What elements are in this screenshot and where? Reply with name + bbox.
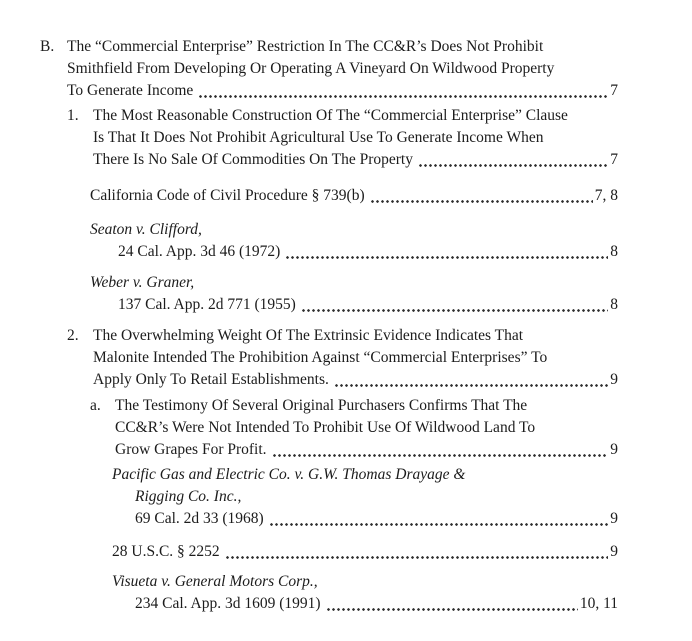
page-number: 7	[610, 82, 618, 99]
page-number: 8	[610, 296, 618, 313]
toc-case-seaton	[90, 219, 618, 263]
entry-line-with-page	[93, 369, 618, 391]
page-number: 10, 11	[579, 595, 618, 612]
entry-label: B.	[40, 38, 55, 55]
toc-case-pacific-gas	[112, 464, 618, 530]
case-citation-line	[112, 508, 618, 530]
page-number: 9	[610, 371, 618, 388]
toc-statute-ccp-739b	[90, 185, 618, 207]
case-citation-line	[112, 593, 618, 615]
dot-leader	[285, 256, 608, 259]
entry-line: The Testimony Of Several Original Purchasers Confirms That The	[115, 397, 528, 414]
dot-leader	[198, 95, 608, 98]
case-citation-line	[90, 241, 618, 263]
entry-line: The “Commercial Enterprise” Restriction In The CC&R’s Does Not Prohibit	[67, 38, 544, 55]
entry-line-text: Apply Only To Retail Establishments.	[93, 371, 329, 388]
entry-line-text: There Is No Sale Of Commodities On The Property	[93, 151, 413, 168]
dot-leader	[370, 200, 593, 203]
case-citation: 24 Cal. App. 3d 46 (1972)	[118, 243, 281, 260]
entry-line: The Most Reasonable Construction Of The “Commercial Enterprise” Clause	[93, 107, 568, 124]
case-citation: 234 Cal. App. 3d 1609 (1991)	[135, 595, 321, 612]
toc-case-visueta	[112, 571, 618, 615]
case-name: Visueta v. General Motors Corp.,	[112, 573, 318, 590]
entry-line: Is That It Does Not Prohibit Agricultural Use To Generate Income When	[93, 129, 544, 146]
entry-line: CC&R’s Were Not Intended To Prohibit Use Of Wildwood Land To	[115, 419, 536, 436]
page-number: 9	[610, 543, 618, 560]
dot-leader	[334, 384, 608, 387]
entry-line-text: Grow Grapes For Profit.	[115, 441, 267, 458]
page-number: 9	[610, 441, 618, 458]
entry-line: The Overwhelming Weight Of The Extrinsic Evidence Indicates That	[93, 327, 524, 344]
toc-page	[40, 36, 618, 615]
entry-line-with-page	[115, 439, 618, 461]
dot-leader	[269, 523, 609, 526]
page-number: 7, 8	[594, 187, 618, 204]
toc-entry-subsection-1	[67, 105, 618, 171]
toc-statute-usc-2252	[112, 541, 618, 563]
entry-line: Smithfield From Developing Or Operating A Vineyard On Wildwood Property	[67, 60, 555, 77]
case-citation: 137 Cal. App. 2d 771 (1955)	[118, 296, 296, 313]
dot-leader	[301, 309, 608, 312]
entry-label: a.	[90, 397, 101, 414]
entry-line-with-page	[67, 80, 618, 102]
toc-case-weber	[90, 272, 618, 316]
dot-leader	[225, 556, 609, 559]
entry-line-text: To Generate Income	[67, 82, 194, 99]
entry-line-with-page	[93, 149, 618, 171]
dot-leader	[418, 164, 608, 167]
entry-label: 2.	[67, 327, 79, 344]
page-number: 7	[610, 151, 618, 168]
case-name: Seaton v. Clifford,	[90, 221, 202, 238]
case-citation-line	[90, 294, 618, 316]
page-number: 9	[610, 510, 618, 527]
case-name: Pacific Gas and Electric Co. v. G.W. Thomas Drayage &	[112, 466, 466, 483]
case-name-continuation: Rigging Co. Inc.,	[135, 488, 242, 505]
toc-entry-subsection-2	[67, 325, 618, 391]
toc-entry-subsubsection-a	[90, 395, 618, 461]
statute-text: 28 U.S.C. § 2252	[112, 543, 220, 560]
page-number: 8	[610, 243, 618, 260]
dot-leader	[326, 608, 578, 611]
entry-label: 1.	[67, 107, 79, 124]
case-name: Weber v. Graner,	[90, 274, 195, 291]
case-citation: 69 Cal. 2d 33 (1968)	[135, 510, 264, 527]
dot-leader	[272, 454, 609, 457]
toc-entry-section-b	[40, 36, 618, 102]
entry-line: Malonite Intended The Prohibition Against “Commercial Enterprises” To	[93, 349, 548, 366]
statute-text: California Code of Civil Procedure § 739(b)	[90, 187, 365, 204]
